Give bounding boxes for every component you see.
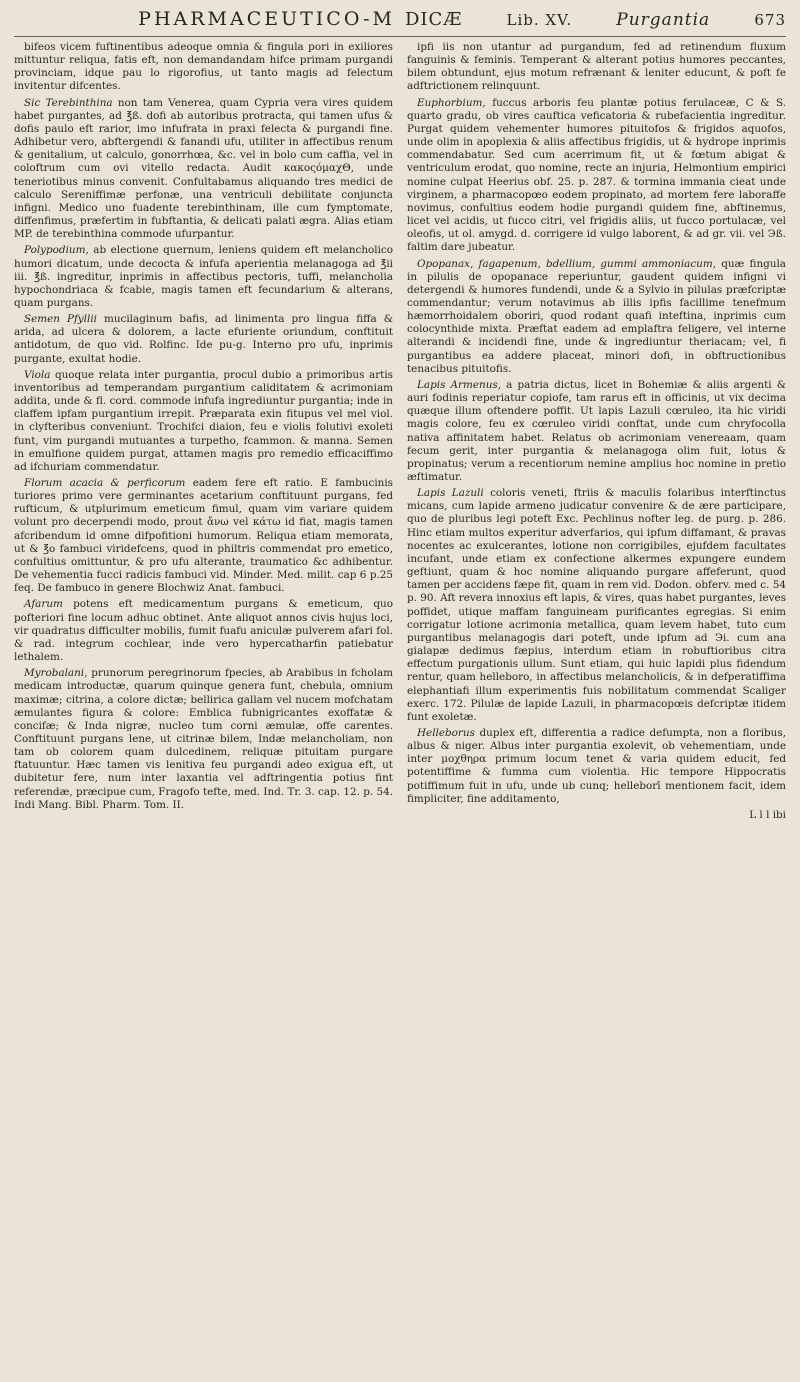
entry-heading: Sic Terebinthina: [24, 96, 113, 109]
entry-heading: Lapis Lazuli: [417, 487, 484, 500]
header-right: [401, 9, 786, 30]
paragraph: [407, 487, 786, 724]
paragraph: [407, 97, 786, 255]
entry-heading: Semen Pfyllii: [24, 313, 97, 326]
paragraph: [407, 258, 786, 376]
signature-mark: L l l ibi: [749, 808, 786, 821]
paragraph-text: bifeos vicem fuftinentibus adeoque omnia & fingula pori in exiliores mittuntur reliqua, fatis eft, non demandandam hifce primam purgandi provinciam, idque pau lo rigorofius, ut tanto magis ad felectum invitentur difcentes.: [14, 41, 393, 93]
paragraph-text: potens eft medicamentum purgans & emeticum, quo pofteriori fine locum adhuc obtinet. Ante aliquot annos civis hujus loci, vir quadratus difficulter mobilis, fumit fuafu aniculæ pulverem afari fol. & rad. integrum cochlear, inde vero hypercatharfin patiebatur lethalem.: [14, 598, 393, 664]
text-columns: [14, 41, 786, 1359]
running-head: Purgantia: [616, 10, 711, 30]
entry-heading: Afarum: [24, 598, 63, 611]
paragraph: [14, 41, 393, 94]
paragraph-text: quæ fingula in pilulis de opopanace reperiuntur, gaudent quidem infigni vi detergendi & humores fundendi, unde & a Sylvio in pilulas præfcriptæ commendantur; verum notavimus ab illis ipfis facillime tenefmum hæmorrhoidalem oboriri, quod rodant quafi inteftina, inprimis cum colocynthide mixta. Præftat eadem ad emplaftra feligere, vel interne alterandi & incidendi fine, unde & ingrediuntur theriacam; vel, fi purgantibus ea addere placeat, minori dofi, in obftructionibus tenacibus pituitofis.: [407, 257, 786, 375]
paragraph-text: a patria dictus, licet in Bohemiæ & aliis argenti & auri fodinis reperiatur copiofe, tam rarus eft in officinis, ut vix decima quæque illum oftendere poffit. Ut lapis Lazuli cœruleo, ita hic viridi magis colore, feu ex cœruleo viridi conftat, unde cum chryfocolla nativa affinitatem habet. Relatus ob acrimoniam venereaam, quam fecum gerit, inter purgantia & melanagoga olim fuit, lotus & propinatus; verum a recentiorum nemine amplius hoc nomine in pretio æftimatur.: [407, 378, 786, 483]
left-column: [14, 41, 393, 1359]
paragraph: [14, 598, 393, 664]
paragraph: [14, 97, 393, 242]
entry-heading: Viola: [24, 368, 51, 381]
paragraph-text: ab electione quernum, leniens quidem eft melancholico humori dicatum, unde decocta & infufa aperientia melanagoga ad ℥ii iii. ℥ß. ingreditur, inprimis in affectibus pectoris, tuffi, melancholia hypochondriaca & fcabie, magis tamen eft fecundarium & alterans, quam purgans.: [14, 244, 393, 309]
entry-heading: Opopanax, fagapenum, bdellium, gummi ammoniacum,: [417, 257, 717, 270]
right-column: [407, 41, 786, 1359]
paragraph-text: ipfi iis non utantur ad purgandum, fed ad retinendum fluxum fanguinis & feminis. Temperant & alterant potius humores peccantes, bilem obtundunt, ejus motum refrænant & leniter educunt, & poft fe adftrictionem relinquunt.: [407, 41, 786, 93]
entry-heading: Myrobalani,: [24, 667, 88, 680]
paragraph-text: non tam Venerea, quam Cypria vera vires quidem habet purgantes, ad ℥ß. dofi ab autoribus protracta, qui tamen ufus & dofis paulo eft rarior, imo infufrata in praxi felecta & purgandi fine. Adhibetur vero, abftergendi & fanandi ufu, utiliter in affectibus renum & genitalium, ut calculo, gonorrhœa, &c. vel in bolo cum caffia, vel in coloftrum cum ovi vitello redacta. Audit κακοςόμαχΘ, unde teneriotibus minus convenit. Confultabamus aliquando tres medici de calculo Sereniffimæ perfonæ, una ventriculi debilitate conjuncta infigni. Medico uno fuadente terebinthinam, ille cum fymptomate, diffenfimus, præfertim in fubftantia, & delicati palati ægra. Alias etiam MP. de terebinthina commode ufurpantur.: [14, 96, 393, 241]
entry-heading: Helleborus: [417, 726, 475, 739]
paragraph-text: quoque relata inter purgantia, procul dubio a primoribus artis inventoribus ad temperandam purgantium caliditatem & acrimoniam addita, unde & fl. cord. commode infufa ingrediuntur purgantia; inde in claffem ipfam purgantium irrepit. Præparata exin fitupus vel mel viol. in clyfteribus conveniunt. Trochifci diaion, feu e violis folutivi exoleti funt, vim purgandi mutuantes a turpetho, fcammon. & manna. Semen in emulfione quidem purgat, attamen magis pro remedio efficaciffimo ad ifchuriam commendatur.: [14, 368, 393, 473]
paragraph-text: eadem fere eft ratio. E fambucinis turiores primo vere germinantes acetarium conftituunt purgans, fed rufticum, & utplurimum emeticum fimul, quam vim variare quidem volunt pro decerpendi modo, prout ἄνω vel κάτω id fiat, magis tamen afcribendum id omne difpofitioni humorum. Reliqua etiam memorata, ut & ℥o fambuci viridefcens, quod in philtris commendat pro emetico, confultius omittuntur, & pro ufu alterante, traumatico &c adhibentur. De vehementia fucci radicis fambuci vid. Minder. Med. milit. cap 6 p.25 feq. De fambuco in genere Blochwiz Anat. fambuci.: [14, 477, 393, 595]
entry-heading: Polypodium,: [24, 244, 89, 257]
paragraph: [407, 727, 786, 806]
page-number: 673: [754, 11, 786, 29]
paragraph-text: coloris veneti, ftriis & maculis folaribus interftinctus micans, cum lapide armeno judicatur convenire & de ære participare, quo de pluribus legi poteft Exc. Pechlinus nofter leg. de purg. p. 286. Hinc etiam multos experitur adverfarios, qui ipfum diffamant, & pravas nocentes ac exulcerantes, lotione non corrigibiles, ejufdem facultates incufant, unde etiam ex confectione alkermes expungere eundem geftiunt, quam & hoc nomine aliquando purgare affeferunt, quod tamen per accidens fæpe fit, quam in rem vid. Dodon. obferv. med c. 54 p. 90. Aft revera innoxius eft lapis, & vires, quas habet purgantes, leves poffidet, utique maffam fanguineam purificantes egregias. Si enim corrigatur lotione acrimonia metallica, quam levem habet, tuto cum purgantibus melanagogis dari poteft, unde ipfum ad Эi. cum ana gialapæ dedimus fæpius, interdum etiam in robuftioribus citra effectum purgationis ullum. Sunt etiam, qui huic lapidi plus fidendum rentur, quam helleboro, in affectibus melancholicis, & in defperatiffima elephantiafi illum experimentis fuis nobilitatum commendat Scaliger exerc. 172. Pilulæ de lapide Lazuli, in pharmacopœis defcriptæ itidem funt exoletæ.: [407, 487, 786, 723]
paragraph: [14, 667, 393, 812]
entry-heading: Euphorbium,: [417, 96, 486, 109]
paragraph-text: prunorum peregrinorum fpecies, ab Arabibus in fcholam medicam introductæ, quarum quinque genera funt, chebula, omnium maximæ; citrina, a colore dictæ; bellirica gallam vel nucem mofchatam æmulantes figura & colore: Emblica fubnigricantes exoffatæ & concifæ; & Inda nigræ, nucleo tum corni æmulæ, offe carentes. Conftituunt purgans lene, ut citrinæ bilem, Indæ melancholiam, non tam ob colorem quam dulcedinem, reliquæ pituitam purgare ftatuuntur. Hæc tamen vis lenitiva feu purgandi adeo exigua eft, ut dubitetur fere, num inter laxantia vel adftringentia potius fint referendæ, præcipue cum, Fragofo tefte, med. Ind. Tr. 3. cap. 12. p. 54. Indi Mang. Bibl. Pharm. Tom. II.: [14, 667, 393, 811]
header-title-left: PHARMACEUTICO-M: [138, 8, 395, 30]
paragraph-text: duplex eft, differentia a radice defumpta, non a floribus, albus & niger. Albus inter purgantia exolevit, ob vehementiam, unde inter μοχθηρα primum locum tenet & varia quidem educit, fed potentiffime & fumma cum violentia. Hic tempore Hippocratis potiffimum fuit in ufu, unde ub cunq; helleborī mentionem facit, idem fimpliciter, fine additamento,: [407, 726, 786, 805]
chapter-label: Lib. XV.: [506, 11, 573, 29]
paragraph: [14, 369, 393, 474]
running-header: [14, 8, 786, 37]
paragraph: [14, 477, 393, 595]
entry-heading: Florum acacia & perficorum: [24, 477, 186, 489]
paragraph: [14, 244, 393, 310]
paragraph: [407, 379, 786, 484]
paragraph: [407, 41, 786, 94]
entry-heading: Lapis Armenus,: [417, 378, 502, 391]
paragraph-text: fuccus arboris feu plantæ potius ferulaceæ, C & S. quarto gradu, ob vires cauftica veficatoria & rubefacientia ingreditur. Purgat quidem vehementer humores pituitofos & frigidos aquofos, unde olim in apoplexia & aliis affectibus frigidis, ut & hydrope inprimis commendabatur. Sed cum acerrimum fit, ut & fœtum abigat & ventriculum erodat, quo nomine, recte an injuria, Helmontium empirici nomine culpat Heerius obf. 25. p. 287. & tormina immania cieat unde virginem, a pharmacopœo eodem propinato, ad mortem fere laboraffe novimus, confultius eodem hodie purgandi quidem fine, abftinemus, licet vel acidis, ut fucco citri, vel frigidis aliis, ut fucco portulacæ, vel oleofis, ut ol. amygd. d. corrigere id vulgo laborent, & ad gr. vii. vel Эß. faltim dare jubeatur.: [407, 96, 786, 254]
paragraph-text: mucilaginum bafis, ad linimenta pro lingua fiffa & arida, ad ulcera & dolorem, a lacte efuriente oriundum, conftituit antidotum, de quo vid. Rolfinc. Ide pu-g. Interno pro ufu, inprimis purgante, exultat hodie.: [14, 313, 393, 365]
paragraph: [14, 313, 393, 366]
header-title-right: DICÆ: [405, 9, 463, 30]
